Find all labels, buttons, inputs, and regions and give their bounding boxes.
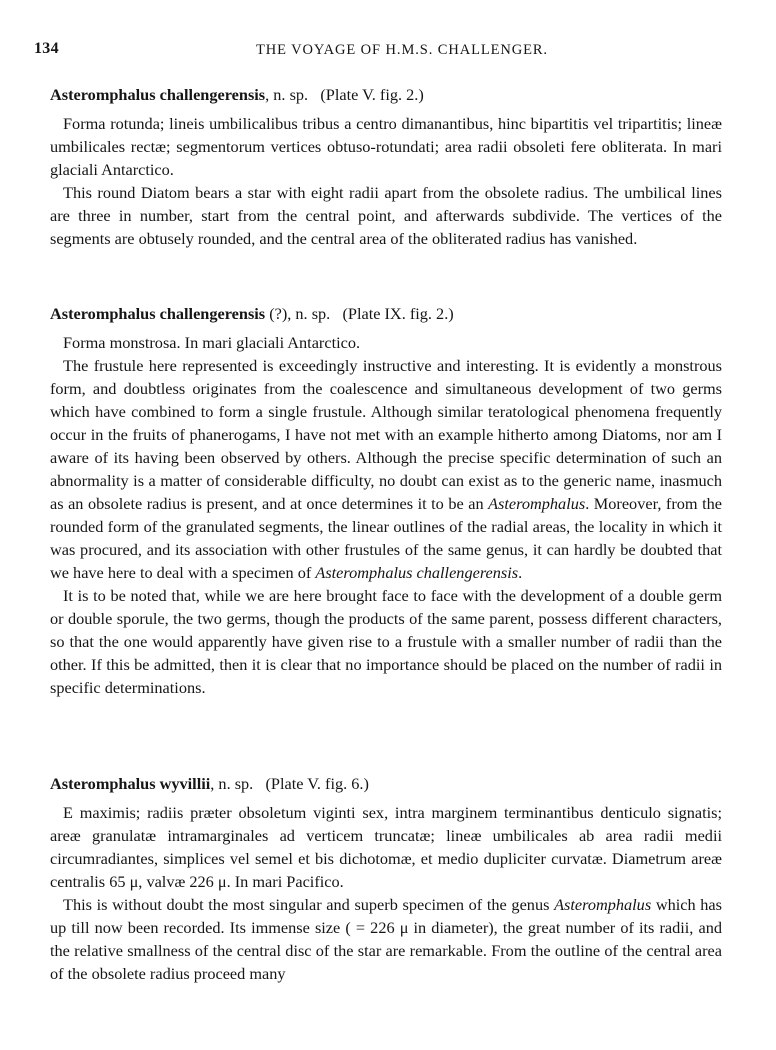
- species-entry: [50, 303, 722, 699]
- species-name: Asteromphalus challengerensis: [50, 304, 266, 323]
- description-paragraph: It is to be noted that, while we are here brought face to face with the development of a double germ or double sporule, the two germs, though the products of the same parent, possess different characters, so that the one would apparently have given rise to a frustule with a smaller number of radii than the other. If this be admitted, then it is clear that no importance should be placed on the number of radii in specific determinations.: [50, 586, 722, 697]
- species-rank: , n. sp.: [210, 774, 254, 793]
- page-body: [50, 84, 722, 983]
- description-paragraph: This round Diatom bears a star with eight radii apart from the obsolete radius. The umbilical lines are three in number, start from the central point, and afterwards subdivide. The vertices of the segments are obtusely rounded, and the central area of the obliterated radius has vanished.: [50, 183, 722, 248]
- plate-reference: (Plate IX. fig. 2.): [342, 304, 454, 323]
- running-title: THE VOYAGE OF H.M.S. CHALLENGER.: [256, 42, 548, 58]
- species-entry: [50, 773, 722, 985]
- species-heading: [50, 84, 722, 106]
- species-name: Asteromphalus wyvillii: [50, 774, 211, 793]
- species-rank: , n. sp.: [265, 85, 309, 104]
- running-head: [34, 40, 740, 64]
- description-paragraph: This is without doubt the most singular and superb specimen of the genus Asteromphalus which has up till now been recorded. Its immense size ( = 226 μ in diameter), the great number of its radii, and the relative smallness of the central disc of the star are remarkable. From the outline of the central area of the obsolete radius proceed many: [50, 895, 722, 983]
- description-paragraph: The frustule here represented is exceedingly instructive and interesting. It is evidently a monstrous form, and doubtless originates from the coalescence and simultaneous development of two germs which have combined to form a single frustule. Although similar teratological phenomena frequently occur in the fruits of phanerogams, I have not met with an example hitherto among Diatoms, nor am I aware of its having been observed by others. Although the precise specific determination of such an abnormality is a matter of considerable difficulty, no doubt can exist as to the generic name, inasmuch as an obsolete radius is present, and at once determines it to be an Asteromphalus. Moreover, from the rounded form of the granulated segments, the linear outlines of the radial areas, the locality in which it was procured, and its association with other frustules of the same genus, it can hardly be doubted that we have here to deal with a specimen of Asteromphalus challengerensis.: [50, 356, 722, 582]
- latin-diagnosis: Forma monstrosa. In mari glaciali Antarctico.: [63, 333, 361, 352]
- page-number: 134: [34, 40, 59, 57]
- species-heading: [50, 773, 722, 795]
- latin-diagnosis: E maximis; radiis præter obsoletum viginti sex, intra marginem terminantibus denticulo signatis; areæ granulatæ intramarginales ad verticem truncatæ; lineæ umbilicales ab area radii medii circumradiantes, simplices vel semel et bis dichotomæ, et medio dupliciter curvatæ. Diametrum areæ centralis 65 μ, valvæ 226 μ. In mari Pacifico.: [50, 803, 722, 891]
- plate-reference: (Plate V. fig. 6.): [265, 774, 369, 793]
- species-name: Asteromphalus challengerensis: [50, 85, 266, 104]
- species-entry: [50, 84, 722, 250]
- plate-reference: (Plate V. fig. 2.): [320, 85, 424, 104]
- species-heading: [50, 303, 722, 325]
- latin-diagnosis: Forma rotunda; lineis umbilicalibus tribus a centro dimanantibus, hinc bipartitis vel tripartitis; lineæ umbilicales rectæ; segmentorum vertices obtuso-rotundati; area radii obsoleti fere obliterata. In mari glaciali Antarctico.: [50, 114, 722, 179]
- species-rank: (?), n. sp.: [265, 304, 331, 323]
